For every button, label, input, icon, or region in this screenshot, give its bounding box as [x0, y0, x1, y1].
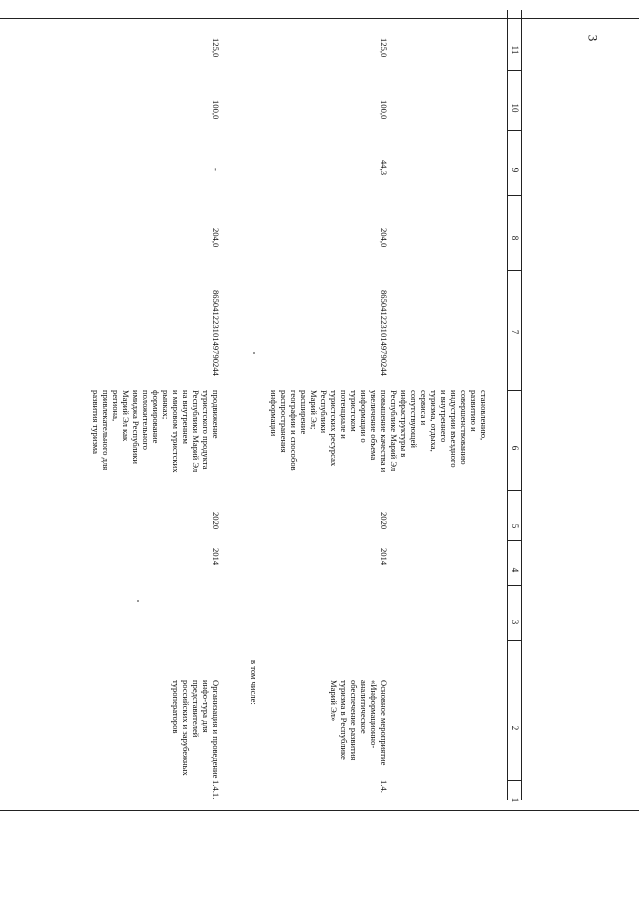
header-tick — [508, 490, 522, 491]
header-tick — [508, 270, 522, 271]
row3-col9-value: - — [211, 168, 221, 171]
header-tick — [508, 540, 522, 541]
row3-col1-number: 1.4.1. — [211, 780, 221, 800]
header-tick — [508, 585, 522, 586]
column-header-3: 3 — [510, 619, 520, 625]
column-header-2: 2 — [510, 725, 520, 731]
column-header-9: 9 — [510, 167, 520, 173]
row1-col9-value: 44,3 — [379, 160, 389, 176]
column-header-1: 1 — [510, 797, 520, 803]
row1-col2-name: Основное мероприятие «Информационно- аналитическое обеспечение развития туризма в Республике Марий Эл» — [329, 680, 389, 766]
header-tick — [508, 390, 522, 391]
row1-col10-value: 100,0 — [379, 100, 389, 120]
row3-col5-end: 2020 — [211, 512, 221, 530]
row3-col10-value: 100,0 — [211, 100, 221, 120]
row0-col6-results: становлению, развитию и совершенствованию индустрии въездного и внутреннего туризма, отдыха, сервиса и сопутствующей инфраструктуры в Республике Марий Эл — [389, 390, 489, 472]
row3-col6-results: продвижение туристского продукта Республики Марий Эл на внутреннем и мировом туристских рынках; формирование положительного имиджа Республики Марий Эл как региона, привлекательного для развития туризма — [91, 390, 221, 473]
header-tick — [508, 780, 522, 781]
row3-col8-value: 204,0 — [211, 228, 221, 248]
row1-col7-code: 86504122310149790244 — [379, 290, 389, 376]
column-header-4: 4 — [510, 567, 520, 573]
page-number: 3 — [585, 34, 601, 42]
row3-col11-value: 125,0 — [211, 38, 221, 58]
scan-speck — [137, 600, 139, 602]
column-header-7: 7 — [510, 329, 520, 335]
row1-col1-number: 1.4. — [379, 780, 389, 793]
scan-speck — [253, 352, 255, 354]
row1-col8-value: 204,0 — [379, 228, 389, 248]
header-tick — [508, 70, 522, 71]
header-top-border — [521, 10, 522, 800]
table-top-edge — [0, 18, 639, 19]
column-header-5: 5 — [510, 523, 520, 529]
header-tick — [508, 130, 522, 131]
header-tick — [508, 640, 522, 641]
header-tick — [508, 195, 522, 196]
table-bottom-edge — [0, 810, 639, 811]
including-label: в том числе: — [249, 660, 259, 705]
column-header-8: 8 — [510, 235, 520, 241]
row3-col4-start: 2014 — [211, 548, 221, 566]
column-header-6: 6 — [510, 445, 520, 451]
header-bottom-border — [507, 10, 508, 800]
row3-col2-name: Организация и проведение инфо-тура для представителей российских и зарубежных туроператоров — [171, 680, 221, 779]
row3-col7-code: 86504122310149790244 — [211, 290, 221, 376]
column-header-11: 11 — [510, 45, 520, 55]
column-header-10: 10 — [510, 103, 520, 113]
row1-col5-end: 2020 — [379, 512, 389, 530]
row1-col11-value: 125,0 — [379, 38, 389, 58]
row1-col6-results: повышение качества и увеличение объема информации о туристском потенциале и туристских ресурсах Республики Марий Эл; расширение географии и способов распространения информации — [269, 390, 389, 473]
row1-col4-start: 2014 — [379, 548, 389, 566]
